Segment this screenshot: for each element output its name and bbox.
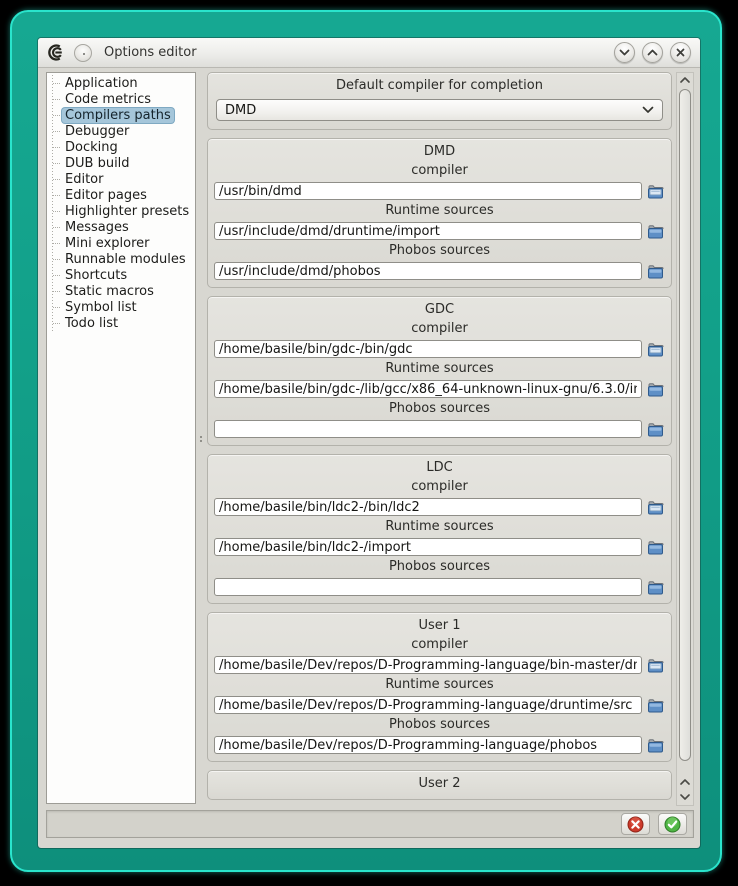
sidebar-item-label: Messages <box>65 219 129 235</box>
sidebar-item-label: Highlighter presets <box>65 203 190 219</box>
sidebar-item-static-macros[interactable] <box>47 283 195 299</box>
chevron-down-icon <box>680 794 690 800</box>
scrollbar-up-button[interactable] <box>677 73 693 87</box>
field-row <box>214 577 665 597</box>
group-gdc <box>207 296 672 446</box>
sidebar-item-docking[interactable] <box>47 139 195 155</box>
default-compiler-combobox[interactable] <box>216 99 663 121</box>
folder-icon <box>647 224 664 239</box>
accept-button[interactable] <box>658 813 687 835</box>
options-editor-window <box>38 38 700 848</box>
window-title: Options editor <box>104 45 197 60</box>
maximize-button[interactable] <box>642 42 663 63</box>
sidebar-item-label: Application <box>65 75 138 91</box>
field-row <box>214 181 665 201</box>
sidebar-item-label: Mini explorer <box>65 235 150 251</box>
app-logo-icon <box>47 44 67 62</box>
field-row <box>214 695 665 715</box>
folder-icon <box>647 540 664 555</box>
compilers-scrollarea <box>207 72 672 806</box>
gdc-compiler-input[interactable] <box>214 340 642 358</box>
field-label: Phobos sources <box>388 717 491 732</box>
sidebar-item-todo-list[interactable] <box>47 315 195 331</box>
ldc-runtime-sources-input[interactable] <box>214 538 642 556</box>
browse-folder-button[interactable] <box>647 737 665 753</box>
field-row <box>214 221 665 241</box>
field-label: Runtime sources <box>385 203 494 218</box>
cancel-button[interactable] <box>621 813 650 835</box>
browse-folder-button[interactable] <box>647 421 665 437</box>
browse-folder-button[interactable] <box>647 579 665 595</box>
sidebar-item-editor-pages[interactable] <box>47 187 195 203</box>
sidebar-item-symbol-list[interactable] <box>47 299 195 315</box>
user-1-compiler-input[interactable] <box>214 656 642 674</box>
default-compiler-group-title: Default compiler for completion <box>336 78 543 93</box>
document-icon <box>647 342 664 357</box>
chevron-down-icon <box>619 49 630 56</box>
group-dmd <box>207 138 672 288</box>
sidebar-item-label: Shortcuts <box>65 267 128 283</box>
sidebar-item-messages[interactable] <box>47 219 195 235</box>
folder-icon <box>647 580 664 595</box>
sidebar-item-mini-explorer[interactable] <box>47 235 195 251</box>
combobox-value: DMD <box>225 102 257 118</box>
field-row <box>214 735 665 755</box>
field-label: Phobos sources <box>388 401 491 416</box>
group-ldc <box>207 454 672 604</box>
browse-file-button[interactable] <box>647 499 665 515</box>
sidebar-item-label: Code metrics <box>65 91 152 107</box>
field-label: Phobos sources <box>388 559 491 574</box>
sidebar-item-shortcuts[interactable] <box>47 267 195 283</box>
field-label: Runtime sources <box>385 519 494 534</box>
chevron-up-icon <box>680 77 690 83</box>
document-icon <box>647 500 664 515</box>
browse-folder-button[interactable] <box>647 381 665 397</box>
user-1-runtime-sources-input[interactable] <box>214 696 642 714</box>
document-icon <box>647 184 664 199</box>
field-label: compiler <box>411 321 468 336</box>
vertical-scrollbar[interactable] <box>676 72 694 806</box>
categories-tree[interactable] <box>46 72 196 804</box>
dmd-runtime-sources-input[interactable] <box>214 222 642 240</box>
cancel-icon <box>627 816 644 833</box>
sidebar-item-code-metrics[interactable] <box>47 91 195 107</box>
sidebar-item-application[interactable] <box>47 75 195 91</box>
browse-folder-button[interactable] <box>647 263 665 279</box>
scrollbar-thumb[interactable] <box>679 89 691 761</box>
field-row <box>214 537 665 557</box>
chevron-up-icon <box>647 49 658 56</box>
sidebar-item-label: DUB build <box>65 155 130 171</box>
field-label: compiler <box>411 637 468 652</box>
sidebar-item-highlighter-presets[interactable] <box>47 203 195 219</box>
browse-folder-button[interactable] <box>647 697 665 713</box>
field-row <box>214 497 665 517</box>
default-compiler-group <box>207 72 672 130</box>
group-title: DMD <box>423 144 456 159</box>
dmd-compiler-input[interactable] <box>214 182 642 200</box>
group-user-1 <box>207 612 672 762</box>
field-row <box>214 655 665 675</box>
folder-icon <box>647 422 664 437</box>
scrollbar-up-button-bottom[interactable] <box>677 775 693 789</box>
sidebar-item-label: Editor pages <box>65 187 147 203</box>
dialog-content <box>38 68 700 848</box>
field-label: Phobos sources <box>388 243 491 258</box>
sidebar-item-debugger[interactable] <box>47 123 195 139</box>
ldc-compiler-input[interactable] <box>214 498 642 516</box>
group-title: GDC <box>424 302 455 317</box>
close-icon <box>676 48 685 57</box>
chevron-down-icon <box>642 106 654 114</box>
sidebar-item-label: Debugger <box>65 123 130 139</box>
field-row <box>214 339 665 359</box>
field-row <box>214 419 665 439</box>
minimize-button[interactable] <box>614 42 635 63</box>
browse-file-button[interactable] <box>647 341 665 357</box>
field-row <box>214 379 665 399</box>
sidebar-item-compilers-paths[interactable] <box>47 107 195 123</box>
sidebar-item-label: Docking <box>65 139 118 155</box>
titlebar[interactable] <box>38 38 700 68</box>
field-label: compiler <box>411 479 468 494</box>
field-label: Runtime sources <box>385 361 494 376</box>
folder-icon <box>647 738 664 753</box>
field-label: compiler <box>411 163 468 178</box>
user-1-phobos-sources-input[interactable] <box>214 736 642 754</box>
sidebar-list <box>47 75 195 331</box>
scrollbar-down-button[interactable] <box>677 790 693 804</box>
sidebar-item-label: Editor <box>65 171 104 187</box>
splitter-handle[interactable] <box>196 72 207 804</box>
sidebar-item-label: Static macros <box>65 283 154 299</box>
browse-file-button[interactable] <box>647 657 665 673</box>
folder-icon <box>647 264 664 279</box>
sidebar-item-runnable-modules[interactable] <box>47 251 195 267</box>
gdc-runtime-sources-input[interactable] <box>214 380 642 398</box>
sidebar-item-label: Compilers paths <box>62 108 174 123</box>
field-row <box>214 261 665 281</box>
close-button[interactable] <box>670 42 691 63</box>
sidebar-item-label: Todo list <box>65 315 119 331</box>
folder-icon <box>647 382 664 397</box>
compiler-groups <box>207 138 672 800</box>
sidebar-item-label: Symbol list <box>65 299 137 315</box>
browse-file-button[interactable] <box>647 183 665 199</box>
dmd-phobos-sources-input[interactable] <box>214 262 642 280</box>
browse-folder-button[interactable] <box>647 539 665 555</box>
window-menu-button[interactable] <box>74 44 92 62</box>
sidebar-item-label: Runnable modules <box>65 251 186 267</box>
document-icon <box>647 658 664 673</box>
group-title: LDC <box>426 460 453 475</box>
group-title: User 2 <box>418 776 461 791</box>
ok-icon <box>664 816 681 833</box>
status-bar <box>46 810 694 838</box>
group-user-2 <box>207 770 672 800</box>
gdc-phobos-sources-input[interactable] <box>214 420 642 438</box>
folder-icon <box>647 698 664 713</box>
browse-folder-button[interactable] <box>647 223 665 239</box>
ldc-phobos-sources-input[interactable] <box>214 578 642 596</box>
sidebar-item-editor[interactable] <box>47 171 195 187</box>
group-title: User 1 <box>418 618 461 633</box>
sidebar-item-dub-build[interactable] <box>47 155 195 171</box>
field-label: Runtime sources <box>385 677 494 692</box>
chevron-up-icon <box>680 779 690 785</box>
